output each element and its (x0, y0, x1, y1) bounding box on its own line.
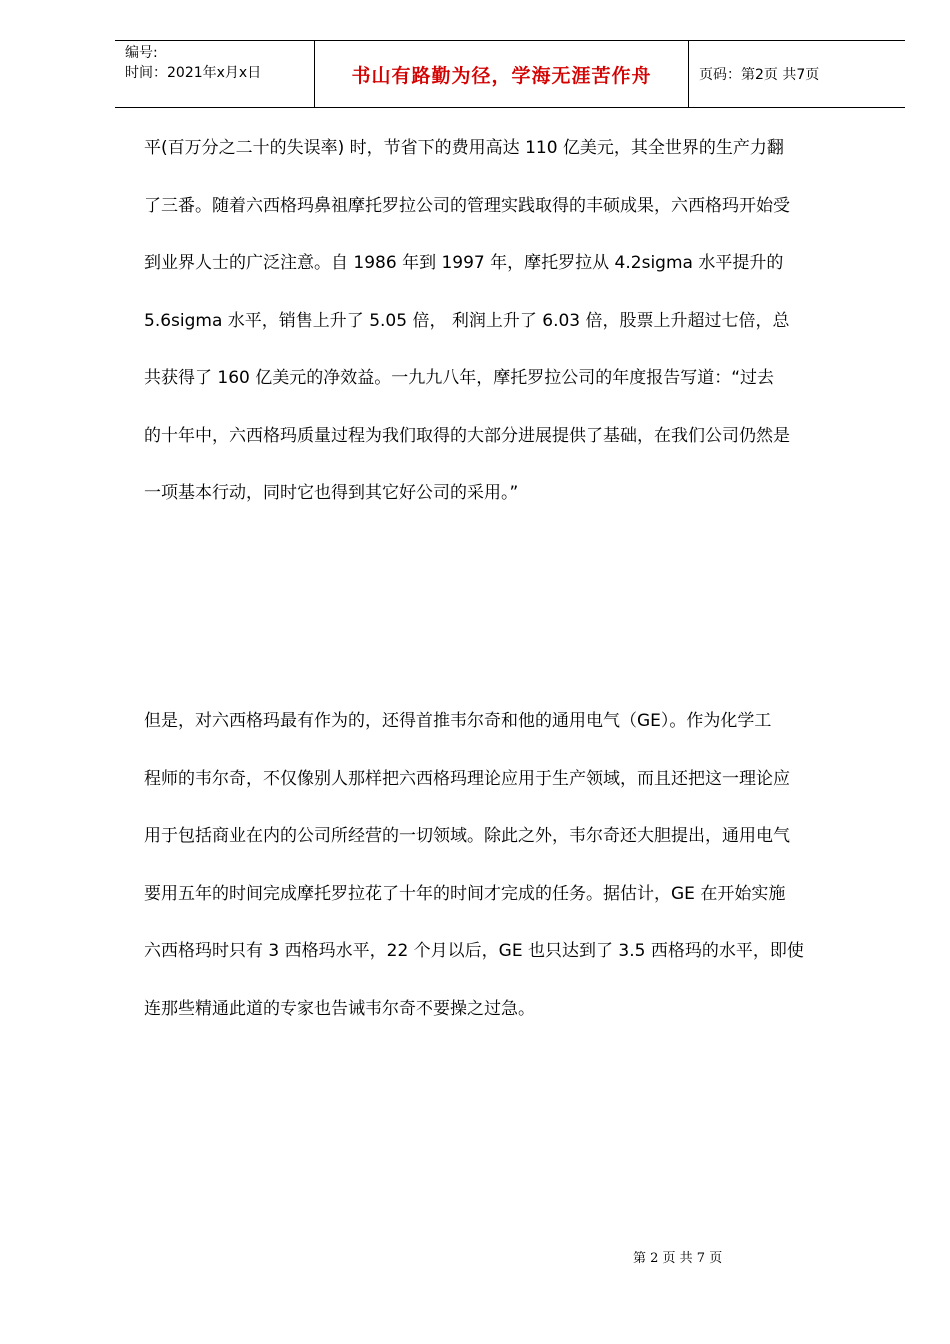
footer-page-number: 第 2 页 共 7 页 (633, 1251, 723, 1266)
paragraph-line: 一项基本行动，同时它也得到其它好公司的采用。” (144, 483, 519, 503)
header-meta (115, 41, 315, 107)
paragraph-2 (144, 703, 879, 1048)
serial-label: 编号: (125, 45, 158, 61)
paragraph-line: 六西格玛时只有 3 西格玛水平，22 个月以后，GE 也只达到了 3.5 西格玛的水平，即使 (144, 941, 804, 961)
paragraph-line: 要用五年的时间完成摩托罗拉花了十年的时间才完成的任务。据估计，GE 在开始实施 (144, 883, 786, 904)
paragraph-line: 5.6sigma 水平，销售上升了 5.05 倍， 利润上升了 6.03 倍，股票上升超过七倍，总 (144, 310, 790, 331)
header-motto: 书山有路勤为径，学海无涯苦作舟 (315, 41, 689, 107)
time-label: 时间：2021年x月x日 (125, 65, 262, 81)
document-header (115, 40, 905, 108)
paragraph-line: 用于包括商业在内的公司所经营的一切领域。除此之外，韦尔奇还大胆提出，通用电气 (144, 826, 790, 846)
paragraph-line: 了三番。随着六西格玛鼻祖摩托罗拉公司的管理实践取得的丰硕成果，六西格玛开始受 (144, 195, 790, 216)
paragraph-line: 的十年中，六西格玛质量过程为我们取得的大部分进展提供了基础，在我们公司仍然是 (144, 425, 790, 446)
paragraph-line: 平(百万分之二十的失误率) 时，节省下的费用高达 110 亿美元，其全世界的生产力翻 (144, 138, 784, 158)
paragraph-line: 但是，对六西格玛最有作为的，还得首推韦尔奇和他的通用电气（GE）。作为化学工 (144, 711, 772, 731)
paragraph-line: 共获得了 160 亿美元的净效益。一九九八年，摩托罗拉公司的年度报告写道：“过去 (144, 368, 775, 388)
header-page-info: 页码：第2页 共7页 (699, 67, 820, 83)
paragraph-line: 到业界人士的广泛注意。自 1986 年到 1997 年，摩托罗拉从 4.2sigma 水平提升的 (144, 253, 784, 273)
paragraph-1 (144, 130, 879, 533)
paragraph-line: 程师的韦尔奇，不仅像别人那样把六西格玛理论应用于生产领域，而且还把这一理论应 (144, 768, 790, 789)
paragraph-line: 连那些精通此道的专家也告诫韦尔奇不要操之过急。 (144, 998, 535, 1019)
